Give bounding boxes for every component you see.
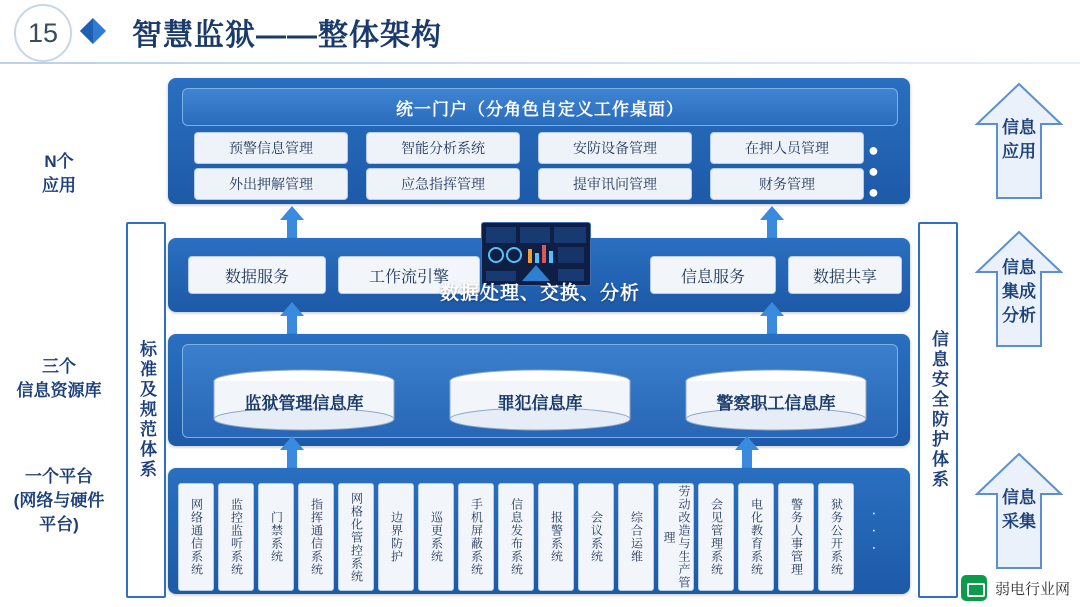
mid-chip-info-service[interactable]: 信息服务	[650, 256, 776, 294]
right-chip-collection	[975, 452, 1063, 570]
app-chip-warning-info[interactable]: 预警信息管理	[194, 132, 348, 164]
platform-more-dots: · · ·	[866, 511, 883, 555]
left-label-platform-line1: 一个平台	[25, 467, 93, 486]
platform-chip-network-comm[interactable]: 网络通信系统	[178, 483, 214, 591]
left-label-platform	[0, 465, 118, 537]
diamond-icon	[78, 16, 108, 46]
left-label-apps	[0, 150, 118, 198]
left-label-resources-line1: 三个	[42, 357, 76, 376]
right-chip-collection-text	[975, 486, 1063, 534]
left-label-platform-line2: (网络与硬件	[13, 491, 105, 510]
database-prison-management[interactable]	[211, 367, 397, 433]
unified-portal-bar[interactable]: 统一门户（分角色自定义工作桌面）	[182, 88, 898, 126]
platform-chip-monitoring[interactable]: 监控监听系统	[218, 483, 254, 591]
right-chip-application	[975, 82, 1063, 200]
platform-chip-patrol[interactable]: 巡更系统	[418, 483, 454, 591]
app-chip-finance[interactable]: 财务管理	[710, 168, 864, 200]
platform-chip-visitation[interactable]: 会见管理系统	[698, 483, 734, 591]
application-layer-panel	[168, 78, 910, 223]
dashboard-thumbnail-icon	[481, 222, 591, 286]
platform-chip-education[interactable]: 电化教育系统	[738, 483, 774, 591]
slide-header	[0, 0, 1080, 62]
platform-chip-access-control[interactable]: 门禁系统	[258, 483, 294, 591]
wechat-logo-icon	[961, 575, 987, 601]
watermark	[961, 575, 1070, 601]
left-label-resources-line2: 信息资源库	[16, 381, 102, 400]
platform-chip-ops[interactable]: 综合运维	[618, 483, 654, 591]
rc3-l1: 信息	[1002, 488, 1036, 507]
database-prison-management-label: 监狱管理信息库	[244, 394, 364, 413]
app-chip-security-device[interactable]: 安防设备管理	[538, 132, 692, 164]
platform-chip-alarm[interactable]: 报警系统	[538, 483, 574, 591]
watermark-text: 弱电行业网	[994, 580, 1070, 598]
platform-chip-phone-shield[interactable]: 手机屏蔽系统	[458, 483, 494, 591]
security-system-bar: 信息安全防护体系	[918, 222, 958, 598]
rc3-l2: 采集	[1002, 512, 1036, 531]
platform-chip-labor-reform[interactable]: 劳动改造与生产管理	[658, 483, 694, 591]
rc2-l3: 分析	[1002, 306, 1036, 325]
platform-chip-perimeter[interactable]: 边界防护	[378, 483, 414, 591]
information-resource-panel	[168, 334, 910, 446]
page-title: 智慧监狱——整体架构	[132, 19, 442, 52]
database-criminal-info[interactable]	[447, 367, 633, 433]
mid-chip-data-service[interactable]: 数据服务	[188, 256, 326, 294]
platform-chip-prison-openness[interactable]: 狱务公开系统	[818, 483, 854, 591]
platform-chip-info-publish[interactable]: 信息发布系统	[498, 483, 534, 591]
app-more-dots: ● ● ● ●	[868, 140, 885, 223]
platform-layer-panel	[168, 468, 910, 594]
standards-system-bar: 标准及规范体系	[126, 222, 166, 598]
app-chip-interrogation[interactable]: 提审讯问管理	[538, 168, 692, 200]
header-divider	[0, 62, 1080, 64]
left-label-apps-line1: N个	[44, 152, 74, 171]
platform-systems-list	[176, 473, 902, 589]
slide-number: 15	[14, 4, 72, 62]
platform-chip-hr[interactable]: 警务人事管理	[778, 483, 814, 591]
right-chip-integration-text	[975, 256, 1063, 328]
left-label-apps-line2: 应用	[42, 176, 76, 195]
app-chip-escort[interactable]: 外出押解管理	[194, 168, 348, 200]
right-chip-integration	[975, 230, 1063, 348]
app-chip-detainee[interactable]: 在押人员管理	[710, 132, 864, 164]
rc2-l1: 信息	[1002, 258, 1036, 277]
mid-chip-data-sharing[interactable]: 数据共享	[788, 256, 902, 294]
rc1-l1: 信息	[1002, 118, 1036, 137]
data-processing-caption: 数据处理、交换、分析	[439, 283, 640, 304]
left-label-resources	[0, 355, 118, 403]
platform-chip-command-comm[interactable]: 指挥通信系统	[298, 483, 334, 591]
app-chip-smart-analysis[interactable]: 智能分析系统	[366, 132, 520, 164]
platform-chip-grid-control[interactable]: 网格化管控系统	[338, 483, 374, 591]
app-chip-emergency[interactable]: 应急指挥管理	[366, 168, 520, 200]
left-label-platform-line3: 平台)	[39, 515, 79, 534]
database-police-staff[interactable]	[683, 367, 869, 433]
platform-chip-conference[interactable]: 会议系统	[578, 483, 614, 591]
right-chip-application-text	[975, 116, 1063, 164]
mid-chip-workflow[interactable]: 工作流引擎	[338, 256, 480, 294]
rc2-l2: 集成	[1002, 282, 1036, 301]
database-police-staff-label: 警察职工信息库	[716, 394, 836, 413]
rc1-l2: 应用	[1002, 142, 1036, 161]
database-inner-frame	[182, 344, 898, 438]
database-criminal-info-label: 罪犯信息库	[497, 394, 583, 413]
